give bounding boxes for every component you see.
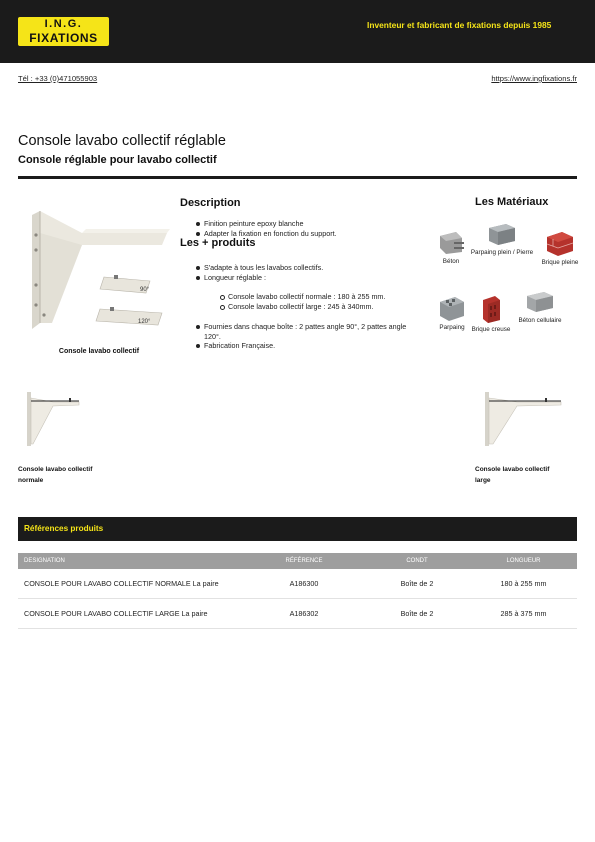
- list-item: Fournies dans chaque boîte : 2 pattes angle 90°, 2 pattes angle 120°.: [193, 322, 425, 341]
- list-item: Finition peinture epoxy blanche: [193, 219, 423, 229]
- concrete-icon: [436, 228, 466, 256]
- logo-line-2: FIXATIONS: [29, 31, 98, 45]
- cell-designation: CONSOLE POUR LAVABO COLLECTIF LARGE La paire: [24, 608, 208, 618]
- logo-line-1: I.N.G.: [44, 18, 83, 30]
- product-image: [22, 205, 177, 345]
- plus-sub-list: [217, 292, 427, 311]
- page-subtitle: Console réglable pour lavabo collectif: [18, 154, 217, 166]
- title-divider: [18, 176, 577, 179]
- list-item: Console lavabo collectif large : 245 à 340mm.: [217, 302, 427, 312]
- list-item: Console lavabo collectif normale : 180 à 255 mm.: [217, 292, 427, 302]
- variant-normal-image: [25, 390, 81, 450]
- list-item: Fabrication Française.: [193, 341, 425, 351]
- material-label: Béton cellulaire: [518, 317, 562, 324]
- list-item: Longueur réglable :: [193, 273, 423, 283]
- column-header-designation: DESIGNATION: [24, 558, 65, 564]
- material-solid-brick: [525, 229, 595, 267]
- solid-brick-icon: [544, 229, 576, 257]
- references-table: [18, 553, 577, 629]
- cell-condt: Boîte de 2: [400, 609, 434, 618]
- list-item: S'adapte à tous les lavabos collectifs.: [193, 263, 423, 273]
- caption-line: normale: [18, 477, 44, 484]
- cell-length: 180 à 255 mm: [500, 579, 547, 588]
- solid-block-icon: [486, 221, 518, 247]
- description-list: [193, 219, 423, 238]
- svg-text:120°: 120°: [138, 319, 151, 325]
- references-section-bar: [18, 517, 577, 541]
- variant-large-caption: [475, 464, 549, 486]
- plus-list: [193, 263, 423, 282]
- material-label: Brique creuse: [471, 326, 511, 333]
- brand-logo: [18, 17, 109, 46]
- material-label: Béton: [442, 258, 460, 265]
- material-label: Brique pleine: [541, 259, 579, 266]
- hollow-brick-icon: [478, 294, 504, 324]
- svg-text:90°: 90°: [140, 287, 150, 293]
- product-image-caption: Console lavabo collectif: [58, 348, 140, 355]
- phone-link[interactable]: Tél : +33 (0)471055903: [18, 74, 98, 83]
- page-title: Console lavabo collectif réglable: [18, 133, 226, 149]
- caption-line: Console lavabo collectif: [18, 466, 93, 473]
- variant-normal-caption: [18, 464, 92, 486]
- material-aerated-concrete: [505, 289, 575, 325]
- caption-line: Console lavabo collectif: [475, 466, 550, 473]
- aerated-concrete-icon: [524, 289, 556, 315]
- cell-condt: Boîte de 2: [400, 579, 434, 588]
- material-label: Parpaing: [439, 324, 465, 331]
- plus-list-2: [193, 322, 425, 351]
- page-header: [0, 0, 595, 63]
- references-heading: Références produits: [24, 524, 104, 533]
- plus-heading: Les + produits: [180, 237, 256, 249]
- column-header-reference: RÉFÉRENCE: [285, 558, 323, 564]
- column-header-length: LONGUEUR: [506, 558, 541, 564]
- material-label: Parpaing plein / Pierre: [470, 249, 534, 256]
- website-link[interactable]: https://www.ingfixations.fr: [491, 74, 577, 83]
- description-heading: Description: [180, 197, 241, 209]
- table-row: [18, 569, 577, 599]
- caption-line: large: [475, 477, 491, 484]
- cell-reference: A186300: [289, 579, 319, 588]
- cell-length: 285 à 375 mm: [500, 609, 547, 618]
- cell-reference: A186302: [289, 609, 319, 618]
- table-row: [18, 599, 577, 629]
- variant-large-image: [483, 390, 565, 450]
- list-item: Adapter la fixation en fonction du support.: [193, 229, 423, 239]
- cell-designation: CONSOLE POUR LAVABO COLLECTIF NORMALE La paire: [24, 578, 219, 588]
- company-tagline: Inventeur et fabricant de fixations depuis 1985: [367, 20, 552, 30]
- table-header-row: [18, 553, 577, 569]
- column-header-condt: CONDT: [406, 558, 428, 564]
- materials-heading: Les Matériaux: [475, 196, 549, 208]
